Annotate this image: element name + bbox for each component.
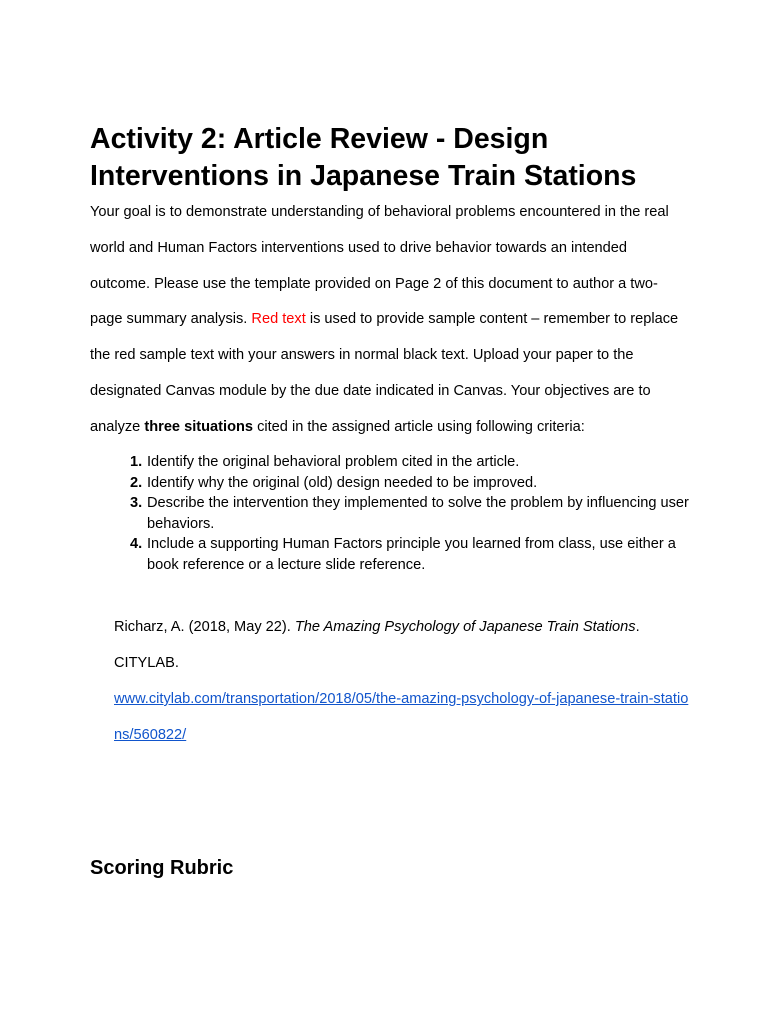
criteria-number: 3.	[130, 495, 143, 511]
three-situations-bold: three situations	[144, 418, 254, 435]
criteria-item	[90, 473, 690, 494]
intro-text-part-1: Your goal is to demonstrate understanding of behavioral problems encountered in the real world and Human Factors interventions used to drive behavior towards an intended outcome. Please use the template provided on Page 2 of this document to author a two-page summary analysis.	[90, 204, 669, 328]
intro-paragraph	[90, 195, 690, 446]
criteria-item	[90, 493, 690, 534]
document-title: Activity 2: Article Review - Design Interventions in Japanese Train Stations	[90, 123, 637, 192]
criteria-list	[90, 452, 690, 575]
criteria-text: Identify why the original (old) design needed to be improved.	[147, 474, 538, 491]
citation-block	[114, 609, 694, 753]
citation-url-link[interactable]: www.citylab.com/transportation/2018/05/the-amazing-psychology-of-japanese-train-stations/560822/	[114, 691, 689, 743]
criteria-number: 2.	[130, 474, 143, 491]
citation-title-suffix: .	[635, 619, 640, 635]
criteria-text: Describe the intervention they implemented to solve the problem by influencing user behaviors.	[147, 495, 689, 532]
red-text-sample: Red text	[251, 311, 306, 328]
scoring-rubric-heading: Scoring Rubric	[90, 857, 234, 879]
criteria-item	[90, 452, 690, 473]
criteria-text: Identify the original behavioral problem cited in the article.	[147, 454, 520, 470]
criteria-number: 4.	[130, 536, 143, 552]
criteria-item	[90, 534, 690, 575]
citation-title: The Amazing Psychology of Japanese Train Stations	[294, 619, 636, 635]
intro-text-part-3: cited in the assigned article using following criteria:	[253, 418, 585, 435]
intro-text-part-2: is used to provide sample content – remember to replace the red sample text with your answers in normal black text. Upload your paper to the designated Canvas module by the due date indicated in Canvas. Your objectives are to analyze	[90, 311, 679, 435]
citation-reference-line	[114, 609, 694, 645]
criteria-number: 1.	[130, 454, 143, 470]
citation-publisher: CITYLAB.	[114, 655, 179, 671]
citation-authors: Richarz, A. (2018, May 22).	[114, 619, 295, 635]
criteria-text: Include a supporting Human Factors principle you learned from class, use either a book reference or a lecture slide reference.	[147, 536, 676, 573]
